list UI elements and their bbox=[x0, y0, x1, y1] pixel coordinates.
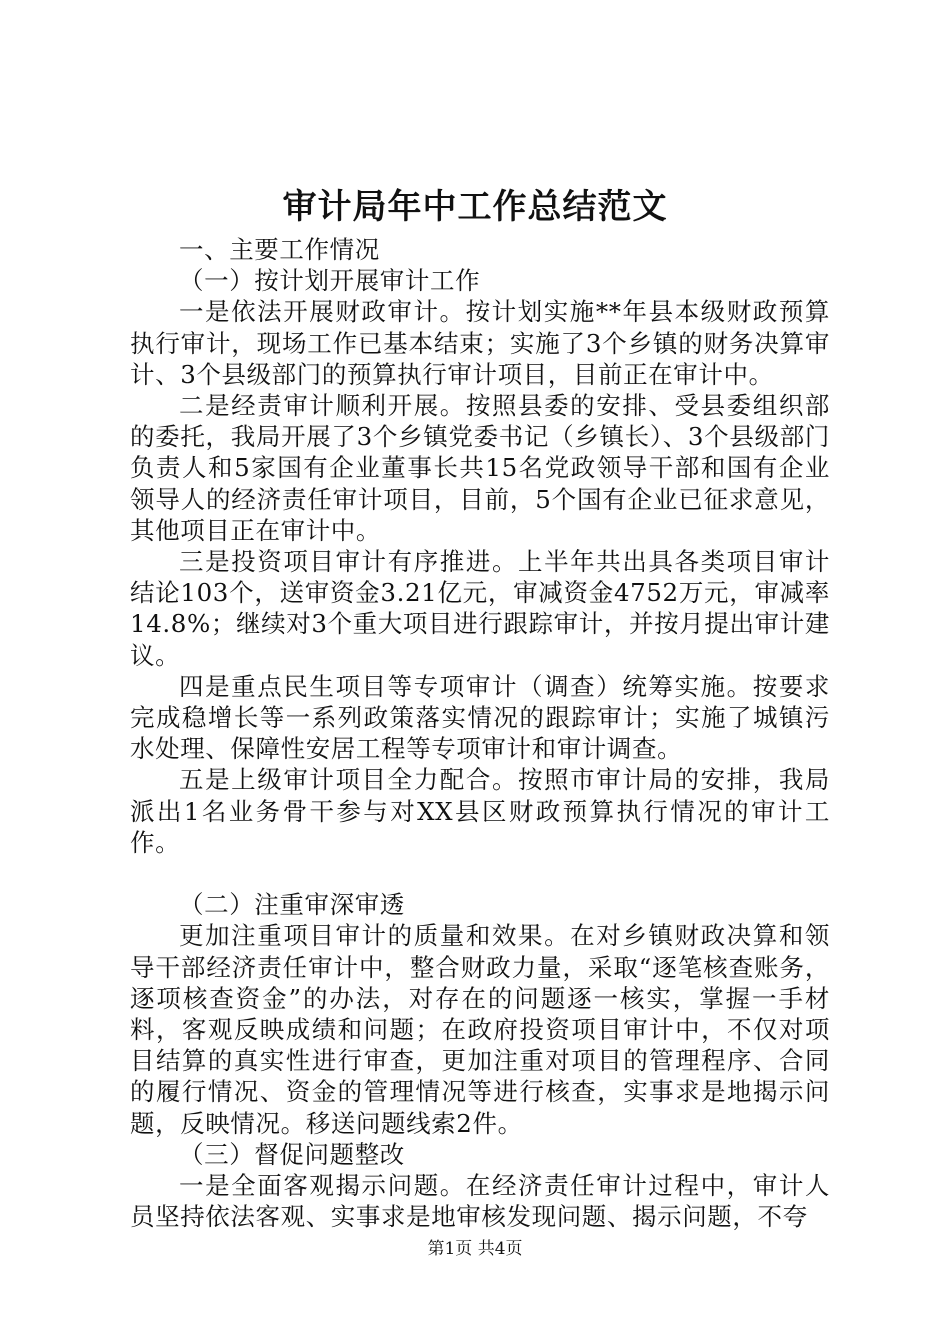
section-3-heading: （三）督促问题整改 bbox=[179, 1139, 405, 1169]
page-footer: 第1页 共4页 bbox=[427, 1239, 523, 1259]
section-1-heading: （一）按计划开展审计工作 bbox=[179, 266, 481, 296]
section-2-heading: （二）注重审深审透 bbox=[179, 890, 405, 920]
section-2-paragraph-1: 更加注重项目审计的质量和效果。在对乡镇财政决算和领导干部经济责任审计中，整合财政力量，采取“逐笔核查账务，逐项核查资金”的办法，对存在的问题逐一核实，掌握一手材料，客观反映成绩和问题；在政府投资项目审计中，不仅对项目结算的真实性进行审查，更加注重对项目的管理程序、合同的履行情况、资金的管理情况等进行核查，实事求是地揭示问题，反映情况。移送问题线索2件。 bbox=[130, 921, 830, 1138]
section-1-paragraph-3: 三是投资项目审计有序推进。上半年共出具各类项目审计结论103个，送审资金3.21亿元，审减资金4752万元，审减率14.8%；继续对3个重大项目进行跟踪审计，并按月提出审计建议。 bbox=[130, 547, 830, 670]
document-title: 审计局年中工作总结范文 bbox=[282, 187, 668, 227]
document-body bbox=[130, 234, 830, 1232]
heading-main-work: 一、主要工作情况 bbox=[179, 235, 380, 264]
section-1-paragraph-1: 一是依法开展财政审计。按计划实施**年县本级财政预算执行审计，现场工作已基本结束；实施了3个乡镇的财务决算审计、3个县级部门的预算执行审计项目，目前正在审计中。 bbox=[130, 297, 830, 389]
section-1-paragraph-5: 五是上级审计项目全力配合。按照市审计局的安排，我局派出1名业务骨干参与对XX县区财政预算执行情况的审计工作。 bbox=[130, 765, 830, 857]
section-3-paragraph-1: 一是全面客观揭示问题。在经济责任审计过程中，审计人员坚持依法客观、实事求是地审核发现问题、揭示问题，不夸 bbox=[130, 1171, 830, 1232]
section-1-paragraph-2: 二是经责审计顺利开展。按照县委的安排、受县委组织部的委托，我局开展了3个乡镇党委书记（乡镇长）、3个县级部门负责人和5家国有企业董事长共15名党政领导干部和国有企业领导人的经济责任审计项目，目前，5个国有企业已征求意见，其他项目正在审计中。 bbox=[130, 391, 830, 545]
paragraph-spacer bbox=[130, 858, 830, 889]
section-1-paragraph-4: 四是重点民生项目等专项审计（调查）统筹实施。按要求完成稳增长等一系列政策落实情况的跟踪审计；实施了城镇污水处理、保障性安居工程等专项审计和审计调查。 bbox=[130, 671, 830, 764]
